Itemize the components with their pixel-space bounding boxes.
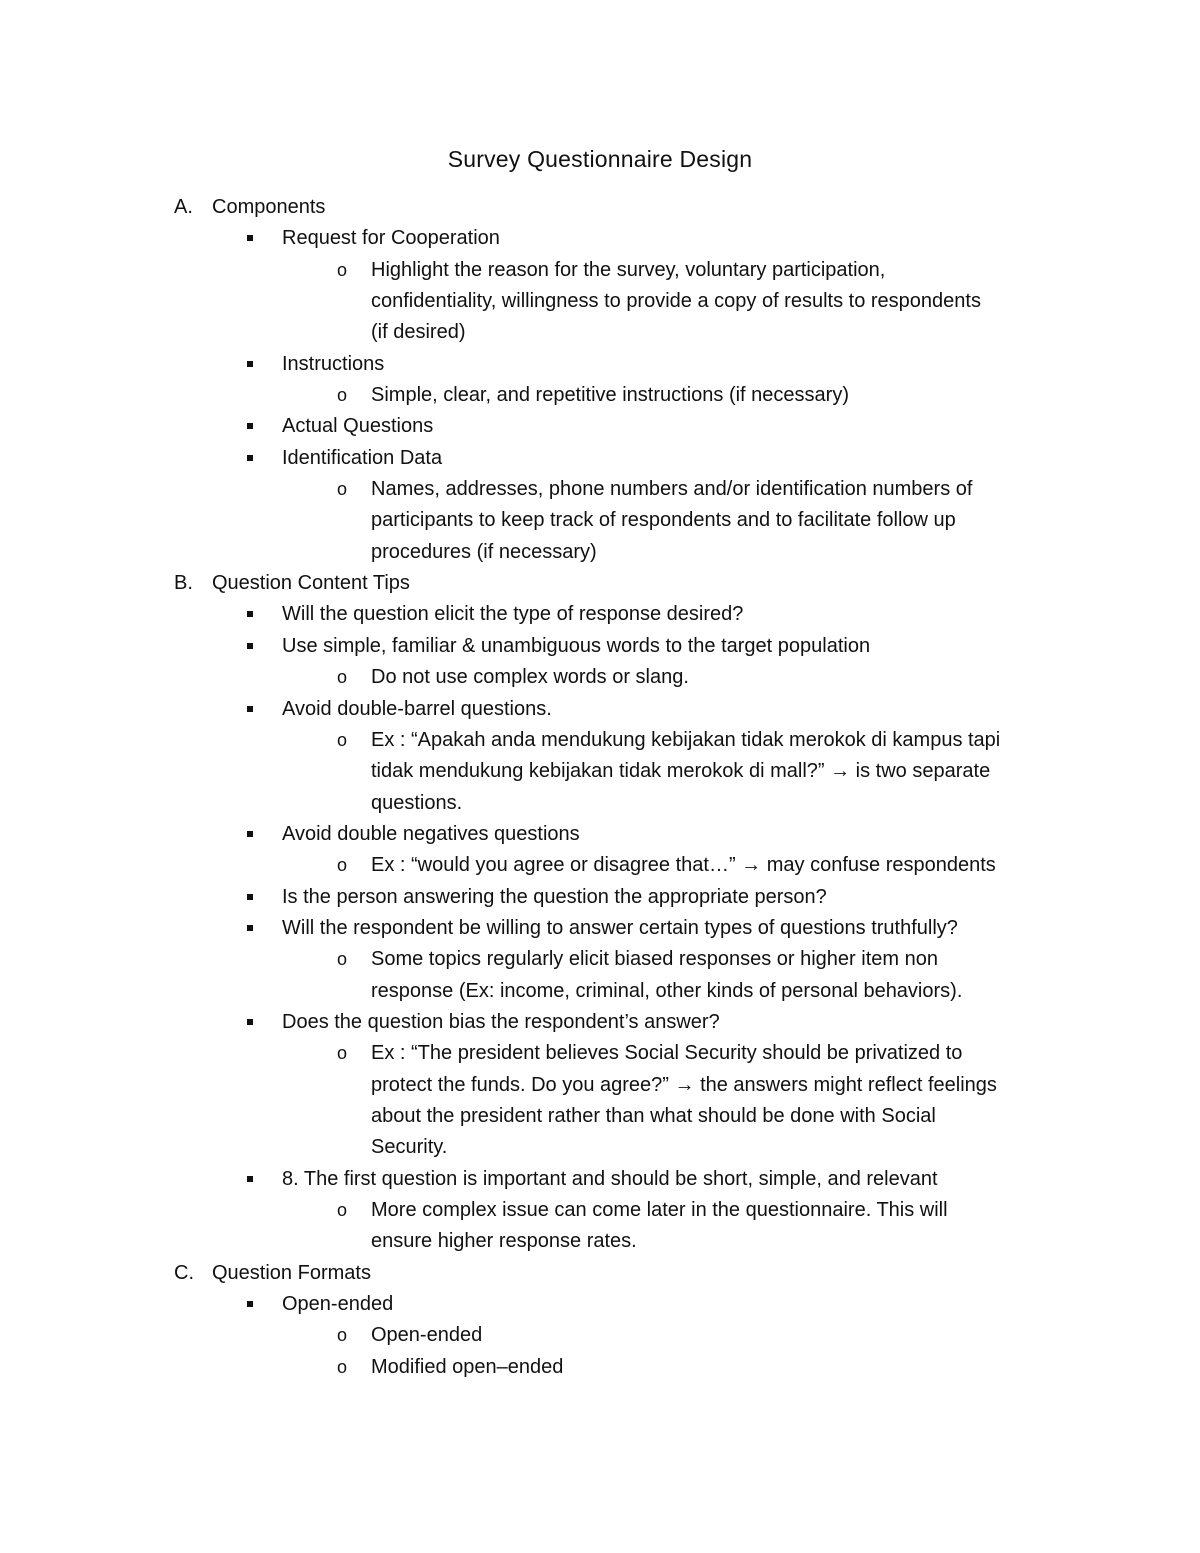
section-heading [0, 568, 1200, 599]
sub-list-item [0, 474, 1200, 505]
sub-list-item-text: ensure higher response rates. [371, 1230, 637, 1253]
sub-list-item-text: Security. [371, 1136, 448, 1159]
sub-list-item [0, 505, 1200, 536]
list-item [0, 443, 1200, 474]
square-bullet-icon [247, 455, 253, 461]
sub-list-item [0, 976, 1200, 1007]
list-item [0, 1164, 1200, 1195]
sub-list-item [0, 255, 1200, 286]
sub-list-item-text: More complex issue can come later in the questionnaire. This will [371, 1199, 948, 1221]
square-bullet-icon [247, 1019, 253, 1025]
sub-list-item-text: Open-ended [371, 1324, 483, 1347]
sub-list-item [0, 1101, 1200, 1132]
hollow-circle-bullet-icon: o [337, 1043, 348, 1064]
sub-list-item [0, 1038, 1200, 1069]
section-heading [0, 1258, 1200, 1289]
section-heading [0, 192, 1200, 223]
list-item [0, 349, 1200, 380]
section-letter: A. [174, 196, 193, 218]
sub-list-item-text: Some topics regularly elicit biased responses or higher item non [371, 948, 938, 971]
list-item-text: Does the question bias the respondent’s answer? [282, 1010, 720, 1033]
sub-list-item-text: Ex : “Apakah anda mendukung kebijakan tidak merokok di kampus tapi [371, 728, 1001, 751]
list-item-text: Open-ended [282, 1293, 394, 1316]
list-item [0, 223, 1200, 254]
list-item-text: Is the person answering the question the appropriate person? [282, 885, 827, 908]
sub-list-item-text: response (Ex: income, criminal, other kinds of personal behaviors). [371, 979, 963, 1002]
list-item [0, 631, 1200, 662]
sub-list-item-text: confidentiality, willingness to provide a copy of results to respondents [371, 290, 981, 313]
list-item [0, 599, 1200, 630]
list-item [0, 882, 1200, 913]
hollow-circle-bullet-icon: o [337, 479, 348, 500]
sub-list-item [0, 1352, 1200, 1383]
sub-list-item-text: Ex : “would you agree or disagree that…” → may confuse respondents [371, 854, 996, 877]
sub-list-item [0, 1132, 1200, 1163]
sub-list-item-text: about the president rather than what should be done with Social [371, 1104, 936, 1127]
hollow-circle-bullet-icon: o [337, 1200, 348, 1220]
sub-list-item [0, 1320, 1200, 1351]
hollow-circle-bullet-icon: o [337, 729, 348, 750]
section-title: Question Formats [212, 1261, 371, 1284]
square-bullet-icon [247, 235, 253, 241]
sub-list-item [0, 1195, 1200, 1226]
document-title: Survey Questionnaire Design [447, 146, 753, 172]
hollow-circle-bullet-icon: o [337, 855, 348, 876]
list-item-text: Use simple, familiar & unambiguous words to the target population [282, 634, 871, 657]
list-item-text: Will the respondent be willing to answer certain types of questions truthfully? [282, 916, 958, 939]
list-item-text: Identification Data [282, 446, 443, 469]
list-item [0, 1289, 1200, 1320]
list-item-text: Avoid double negatives questions [282, 822, 580, 845]
sub-list-item-text: Ex : “The president believes Social Security should be privatized to [371, 1042, 963, 1065]
square-bullet-icon [247, 925, 253, 931]
list-item [0, 411, 1200, 442]
list-item-text: Avoid double-barrel questions. [282, 697, 552, 720]
list-item-text: Will the question elicit the type of response desired? [282, 603, 744, 626]
sub-list-item [0, 537, 1200, 568]
hollow-circle-bullet-icon: o [337, 667, 348, 688]
square-bullet-icon [247, 361, 253, 367]
sub-list-item-text: Do not use complex words or slang. [371, 666, 689, 689]
sub-list-item [0, 286, 1200, 317]
sub-list-item-text: Names, addresses, phone numbers and/or identification numbers of [371, 478, 973, 501]
square-bullet-icon [247, 831, 253, 837]
sub-list-item [0, 944, 1200, 975]
sub-list-item [0, 725, 1200, 756]
sub-list-item-text: Highlight the reason for the survey, voluntary participation, [371, 258, 886, 281]
square-bullet-icon [247, 423, 253, 429]
sub-list-item-text: tidak mendukung kebijakan tidak merokok di mall?” → is two separate [371, 760, 991, 783]
hollow-circle-bullet-icon: o [337, 1325, 348, 1346]
section-title: Question Content Tips [212, 572, 410, 595]
sub-list-item-text: (if desired) [371, 321, 466, 344]
square-bullet-icon [247, 1176, 253, 1182]
list-item [0, 694, 1200, 725]
sub-list-item-text: protect the funds. Do you agree?” → the answers might reflect feelings [371, 1073, 997, 1096]
sub-list-item [0, 788, 1200, 819]
hollow-circle-bullet-icon: o [337, 385, 348, 406]
list-item-text: Instructions [282, 352, 385, 375]
outline-list [0, 192, 1200, 1383]
sub-list-item-text: Modified open–ended [371, 1355, 564, 1378]
list-item [0, 1007, 1200, 1038]
square-bullet-icon [247, 706, 253, 712]
sub-list-item [0, 850, 1200, 881]
sub-list-item-text: participants to keep track of respondents and to facilitate follow up [371, 509, 956, 532]
hollow-circle-bullet-icon: o [337, 1356, 348, 1377]
sub-list-item-text: questions. [371, 791, 463, 814]
list-item-text: Request for Cooperation [282, 227, 500, 250]
section-title: Components [212, 196, 326, 218]
sub-list-item [0, 380, 1200, 411]
hollow-circle-bullet-icon: o [337, 259, 348, 280]
sub-list-item [0, 1226, 1200, 1257]
list-item [0, 819, 1200, 850]
sub-list-item-text: Simple, clear, and repetitive instructions (if necessary) [371, 384, 849, 407]
section-letter: C. [174, 1261, 194, 1284]
square-bullet-icon [247, 611, 253, 617]
square-bullet-icon [247, 894, 253, 900]
sub-list-item [0, 756, 1200, 787]
section-letter: B. [174, 572, 193, 595]
sub-list-item-text: procedures (if necessary) [371, 540, 597, 563]
square-bullet-icon [247, 643, 253, 649]
sub-list-item [0, 317, 1200, 348]
sub-list-item [0, 662, 1200, 693]
list-item-text: Actual Questions [282, 415, 434, 438]
square-bullet-icon [247, 1301, 253, 1307]
list-item-text: 8. The first question is important and should be short, simple, and relevant [282, 1167, 938, 1190]
hollow-circle-bullet-icon: o [337, 949, 348, 970]
list-item [0, 913, 1200, 944]
sub-list-item [0, 1070, 1200, 1101]
